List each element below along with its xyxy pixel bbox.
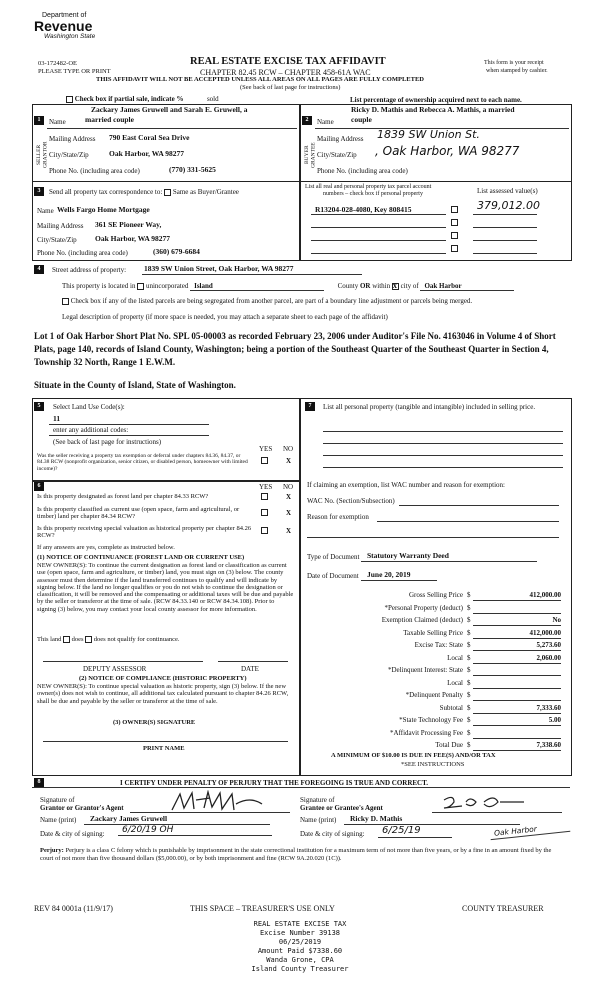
parcel-personal-checkbox-4[interactable] [451,245,458,252]
personal-property-label: List all personal property (tangible and intangible) included in selling price. [323,403,536,411]
tax-corr-phone: (360) 679-6684 [153,247,200,256]
tax-corr-city-label: City/State/Zip [37,236,77,244]
forest-q3-no-mark: X [286,527,292,535]
calc-row-label: *State Technology Fee [399,716,463,724]
calc-row-value: 5,273.60 [473,641,561,651]
additional-codes-label: enter any additional codes: [53,426,129,434]
exemption-question: Was the seller receiving a property tax exemption or deferral under chapters 84.36, 84.37, or 84.38 RCW (nonprofit organization, senior citizen, or disabled person, homeowner with limited income)? [37,453,248,472]
land-use-label: Select Land Use Code(s): [53,403,125,411]
calc-row-value [473,691,561,701]
calc-row-value: 412,000.00 [473,591,561,601]
street-label: Street address of property: [52,266,127,274]
notice1-text: NEW OWNER(S): To continue the current designation as forest land or classification as current use (open space, farm and agriculture, or timber) land, you must sign on (3) below. The county assessor must then determine if the land transferred continues to qualify and will indicate by signing below. If the land no longer qualifies or you do not wish to continue the designation or classification, it will be removed and the compensating or additional taxes will be due and payable by the seller or transferor at the time of sale. (RCW 84.33.140 or RCW 84.34.108). Prior to signing (3) below, you may contact your local county assessor for more information. [37,562,294,613]
section-number-6: 6 [34,482,44,491]
forest-q3-yes[interactable] [261,527,268,534]
grantor-sig-label-2: Grantor or Grantor's Agent [40,804,124,812]
does-checkbox[interactable] [63,636,70,643]
parcels-header-1: List all real and personal property tax parcel account [305,184,432,190]
calc-row-value [473,729,561,739]
notice2-text: NEW OWNER(S): To continue special valuation as historic property, sign (3) below. If the new owner(s) does not wish to continue, all additional tax calculated pursuant to chapter 84.26 RCW, shall be due and payable by the seller or transferor at the time of sale. [37,683,289,705]
form-title: REAL ESTATE EXCISE TAX AFFIDAVIT [190,56,386,67]
calc-row-dollar: $ [467,666,471,674]
calc-row-label: Taxable Selling Price [403,628,463,637]
buyer-name-line2: couple [351,115,372,124]
located-label: This property is located in [62,282,136,290]
or-label: OR [359,282,371,290]
forest-q2-no-mark: X [286,509,292,517]
calc-row-dollar: $ [467,628,471,637]
grantor-date-label: Date & city of signing: [40,830,105,838]
calc-row-label: *Delinquent Penalty [405,691,463,699]
land-use-section [32,398,300,482]
this-land-label: This land [37,636,62,643]
tax-calculation-table [301,591,571,754]
calc-row-dollar: $ [467,678,471,687]
calc-row [301,654,571,667]
does-not-label: does not qualify for continuance. [93,636,180,643]
forest-q1-yes[interactable] [261,493,268,500]
buyer-mailing: 1839 SW Union St. [377,128,480,141]
certify-statement: I CERTIFY UNDER PENALTY OF PERJURY THAT THE FOREGOING IS TRUE AND CORRECT. [120,779,429,787]
tax-corr-text: Send all property tax correspondence to: [49,188,163,196]
does-label: does [71,636,84,643]
calc-row-label: Local [447,653,463,662]
parcel-personal-checkbox-3[interactable] [451,232,458,239]
section-number-7: 7 [305,402,315,411]
calc-row-dollar: $ [467,603,471,612]
grantee-date: 6/25/19 [378,825,452,838]
calc-row-value [473,679,561,689]
seller-mailing: 790 East Coral Sea Drive [109,133,190,142]
exemption-yes-checkbox[interactable] [261,457,268,464]
seller-section [32,104,300,182]
calc-row-dollar: $ [467,616,471,624]
doc-date-label: Date of Document [307,572,359,580]
stamp-line-4: Amount Paid $7338.60 [257,947,343,956]
county-label: County [337,282,359,290]
seller-mailing-label: Mailing Address [49,135,96,143]
calc-row-label: *Affidavit Processing Fee [390,728,463,737]
perjury-text: Perjury is a class C felony which is punishable by imprisonment in the state correctional institution for a maximum term of not more than five years, or by a fine in an amount fixed by the court of not more than five thousand dollars ($5,000.00), or by both imprisonment and fine (RCW 9A.20.020 (1C)). [40,847,552,862]
tax-corr-name-label: Name [37,207,54,215]
stamp-line-5: Wanda Grone, CPA [266,956,334,965]
parcel-number: R13204-028-4080, Key 808415 [315,205,412,214]
seller-phone-label: Phone No. (including area code) [49,167,140,175]
doc-type: Statutory Warranty Deed [361,552,537,562]
calc-row [301,641,571,654]
calc-row [301,616,571,629]
form-warning: THIS AFFIDAVIT WILL NOT BE ACCEPTED UNLESS ALL AREAS ON ALL PAGES ARE FULLY COMPLETED [96,76,424,83]
forest-q1: Is this property designated as forest land per chapter 84.33 RCW? [37,493,209,500]
forest-section [32,480,300,776]
segregated-label: Check box if any of the listed parcels are being segregated from another parcel, are part of a boundary line adjustment or parcels being merged. [70,297,473,305]
partial-sale-label: Check box if partial sale, indicate % [74,95,184,103]
form-code: 03-172482-OE [38,60,77,67]
assessed-header: List assessed value(s) [477,187,538,195]
stamp-line-1: REAL ESTATE EXCISE TAX [253,920,347,928]
type-or-print: PLEASE TYPE OR PRINT [38,68,111,75]
legal-label: Legal description of property (if more space is needed, you may attach a separate sheet to each page of the affidavit) [62,313,388,321]
parcels-section [300,181,572,261]
grantor-sig-label-1: Signature of [40,796,75,804]
assessed-value: 379,012.00 [477,199,540,212]
calc-row-label: *Delinquent Interest: State [387,666,463,674]
no-header-5: NO [283,445,294,453]
calc-row-label: *Personal Property (deduct) [384,603,463,612]
grantee-name: Ricky D. Mathis [344,815,520,825]
same-as-buyer-checkbox[interactable] [164,189,171,196]
tax-corr-name: Wells Fargo Home Mortgage [57,205,150,214]
tax-corr-label [49,188,239,196]
forest-q1-no-mark: X [286,493,292,501]
qualify-row [37,636,180,643]
city-value: Oak Harbor [420,282,514,291]
grantor-name-label: Name (print) [40,816,77,824]
minimum-due-note: A MINIMUM OF $10.00 IS DUE IN FEE(S) AND/OR TAX [331,752,496,759]
doc-date: June 20, 2019 [361,571,437,581]
seller-name-label: Name [49,118,66,126]
calc-row [301,679,571,692]
calc-row-dollar: $ [467,641,471,649]
land-use-code: 11 [53,414,61,423]
section-number-5: 5 [34,402,44,411]
parcels-header-2: numbers – check box if personal property [323,191,423,197]
yes-header-6: YES [259,483,273,491]
calc-row-label: Gross Selling Price [408,591,463,599]
logo-line3: Washington State [44,33,96,40]
section-number-3: 3 [34,187,44,196]
land-use-see-back: (See back of last page for instructions) [53,438,162,446]
owner-signature-label: (3) OWNER(S) SIGNATURE [113,719,196,726]
calc-row [301,604,571,617]
reason-label: Reason for exemption [307,513,369,521]
logo-line1: Department of [42,12,87,19]
personal-property-section [300,398,572,776]
partial-sale-sold: sold [206,95,219,103]
perjury-notice [40,847,565,863]
calc-row-dollar: $ [467,703,471,712]
legal-description: Lot 1 of Oak Harbor Short Plat No. SPL 05-00003 as recorded February 23, 2006 under Auditor's File No. 4163046 in Volume 4 of Short Plats, page 140, records of Island County, Washington; being a portion of the Southeast Quarter of the Southeast Quarter in Section 4, Township 32 North, Range 1 E.W.M. [34,331,556,368]
street-address: 1839 SW Union Street, Oak Harbor, WA 98277 [144,264,294,273]
segregated-checkbox[interactable] [62,298,69,305]
wac-label: WAC No. (Section/Subsection) [307,497,395,505]
calc-row-value: 7,338.60 [473,741,561,751]
receipt-note-1: This form is your receipt [484,60,544,66]
calc-row-dollar: $ [467,741,471,749]
seller-phone: (770) 331-5625 [169,165,216,174]
tax-corr-mailing-label: Mailing Address [37,222,84,230]
notice2-title: (2) NOTICE OF COMPLIANCE (HISTORIC PROPERTY) [79,675,247,682]
calc-row-value [473,666,561,676]
same-as-buyer-label: Same as Buyer/Grantee [172,188,239,196]
any-yes-note: If any answers are yes, complete as instructed below. [37,544,175,551]
buyer-mailing-label: Mailing Address [317,135,364,143]
partial-sale-checkbox[interactable] [66,96,73,103]
calc-row-dollar: $ [467,716,471,724]
calc-row-label: Total Due [435,741,463,749]
tax-correspondence-section [32,181,300,261]
see-back-note: (See back of last page for instructions) [240,84,341,91]
unincorporated-label: unincorporated [145,282,189,290]
notice1-title: (1) NOTICE OF CONTINUANCE (FOREST LAND OR CURRENT USE) [37,554,245,561]
within-label: within [372,282,391,290]
deputy-assessor-label: DEPUTY ASSESSOR [83,665,147,673]
doc-type-label: Type of Document [307,553,360,561]
does-not-checkbox[interactable] [85,636,92,643]
segregated-row [62,297,472,305]
county-treasurer-label: COUNTY TREASURER [462,904,544,913]
forest-q3: Is this property receiving special valuation as historical property per chapter 84.26 RCW? [37,525,252,540]
calc-row-dollar: $ [467,691,471,699]
grantee-date-label: Date & city of signing: [300,830,365,838]
partial-sale-row [66,95,219,103]
seller-name-line1: Zackary James Gruwell and Sarah E. Gruwell, a [91,105,248,114]
calc-row-label: Subtotal [439,703,463,712]
buyer-name-line1: Ricky D. Mathis and Rebecca A. Mathis, a married [351,105,515,114]
print-name-label: PRINT NAME [143,745,185,752]
calc-row-label: Exemption Claimed (deduct) [381,616,463,624]
calc-row-dollar: $ [467,653,471,662]
location-row [62,282,532,291]
buyer-side-label: BUYER GRANTEE [304,142,317,168]
grantee-sig-label-2: Grantee or Grantee's Agent [300,804,383,812]
treasurer-use-label: THIS SPACE – TREASURER'S USE ONLY [190,904,335,913]
calc-row-value: No [473,616,561,626]
calc-row [301,704,571,717]
buyer-city-label: City/State/Zip [317,151,357,159]
situate-text: Situate in the County of Island, State of Washington. [34,380,236,390]
forest-q2-yes[interactable] [261,509,268,516]
calc-row [301,629,571,642]
forest-q2: Is this property classified as current use (open space, farm and agricultural, or timber) land per chapter 84.34 RCW? [37,506,240,521]
seller-name-line2: married couple [85,115,134,124]
stamp-line-2: Excise Number 39138 [259,929,341,938]
tax-corr-mailing: 361 SE Pioneer Way, [95,220,162,229]
calc-row-value [473,604,561,614]
seller-city: Oak Harbor, WA 98277 [109,149,185,158]
buyer-name-label: Name [317,118,334,126]
parcel-personal-checkbox-2[interactable] [451,219,458,226]
section-number-8: 8 [34,778,44,787]
seller-side-label: SELLER GRANTOR [36,141,49,169]
city-checkbox[interactable]: x [392,280,397,290]
logo-line2: Revenue [34,18,93,34]
parcel-personal-checkbox-1[interactable] [451,206,458,213]
treasurer-stamp [200,920,400,975]
stamp-line-6: Island County Treasurer [251,965,349,974]
grantee-signature [440,792,530,812]
grantor-signature [170,790,280,814]
receipt-note-2: when stamped by cashier. [486,68,548,74]
see-instructions-note: *SEE INSTRUCTIONS [401,761,465,768]
calc-rows [301,591,571,754]
pct-ownership-note: List percentage of ownership acquired next to each name. [350,96,522,104]
buyer-city: , Oak Harbor, WA 98277 [375,144,520,158]
calc-row-value: 412,000.00 [473,629,561,639]
calc-row [301,591,571,604]
no-header-6: NO [283,483,294,491]
grantor-date: 6/20/19 OH [118,825,272,836]
tax-corr-city: Oak Harbor, WA 98277 [95,234,171,243]
stamp-line-3: 06/25/2019 [278,938,322,947]
grantee-name-label: Name (print) [300,816,337,824]
perjury-label: Perjury: [40,847,64,854]
calc-row-value: 2,060.00 [473,654,561,664]
section-number-1: 1 [34,116,44,125]
yes-header-5: YES [259,445,273,453]
unincorporated-checkbox[interactable] [137,283,144,290]
calc-row-value: 5.00 [473,716,561,726]
section-number-2: 2 [302,116,312,125]
tax-corr-phone-label: Phone No. (including area code) [37,249,128,257]
grantee-sig-label-1: Signature of [300,796,335,804]
buyer-phone-label: Phone No. (including area code) [317,167,408,175]
calc-row-label: Excise Tax: State [414,641,463,649]
calc-row-value: 7,333.60 [473,704,561,714]
calc-row-label: Local [447,678,463,687]
county-value: Island [190,282,324,291]
exemption-claim-label: If claiming an exemption, list WAC number and reason for exemption: [307,481,505,489]
calc-row-dollar: $ [467,728,471,737]
grantee-city: Oak Harbor [490,822,571,840]
calc-row [301,691,571,704]
form-chapters: CHAPTER 82.45 RCW – CHAPTER 458-61A WAC [200,68,371,77]
seller-city-label: City/State/Zip [49,151,89,159]
section-number-4: 4 [34,265,44,274]
calc-row [301,729,571,742]
exemption-no-mark: X [286,457,292,465]
calc-row [301,666,571,679]
buyer-section [300,104,572,182]
rev-number: REV 84 0001a (11/9/17) [34,904,113,913]
calc-row [301,716,571,729]
deputy-date-label: DATE [241,665,259,673]
grantor-name: Zackary James Gruwell [84,815,270,825]
calc-row-dollar: $ [467,591,471,599]
city-label: city of [400,282,419,290]
